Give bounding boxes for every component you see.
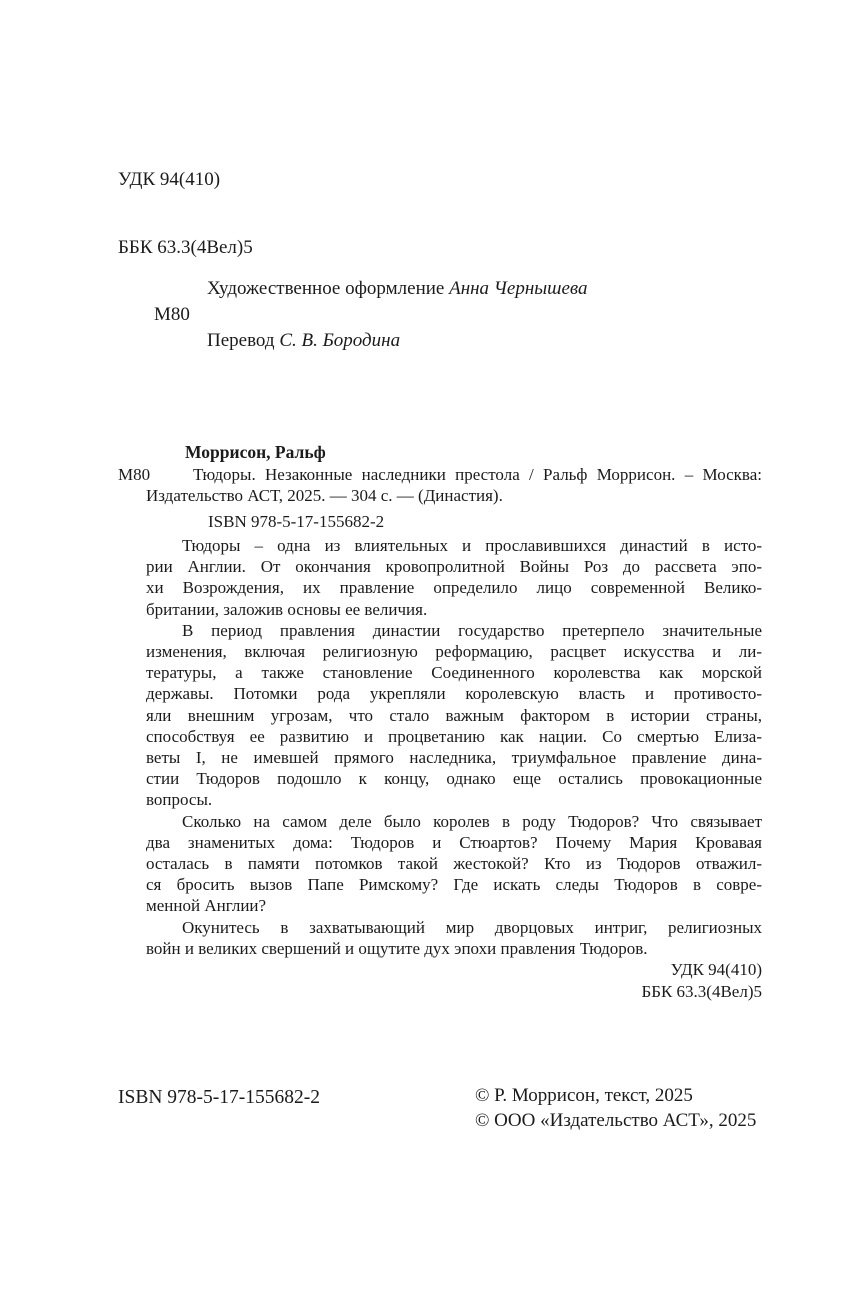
text-line: державы. Потомки рода укрепляли королевскую власть и противосто- [146,684,762,704]
text-line: рии Англии. От окончания кровопролитной Войны Роз до рассвета эпо- [146,557,762,577]
translation-credit [188,306,400,375]
bbk-code: ББК 63.3(4Вел)5 [118,236,253,258]
catalog-card-isbn: ISBN 978-5-17-155682-2 [208,511,385,531]
text-line: Окунитесь в захватывающий мир дворцовых интриг, религиозных [182,917,762,937]
text-line: стии Тюдоров подошло к концу, однако еще остались провокационные [146,769,762,789]
catalog-card-title-line: Тюдоры. Незаконные наследники престола / Ральф Моррисон. – Москва: [193,464,762,484]
catalog-card [146,442,762,532]
text-line: войн и великих свершений и ощутите дух эпохи правления Тюдоров. [146,938,648,958]
bbk-code-bottom: ББК 63.3(4Вел)5 [641,982,762,1001]
text-line: Сколько на самом деле было королев в роду Тюдоров? Что связывает [182,811,762,831]
text-line: менной Англии? [146,896,267,916]
bottom-bibliographic-codes [146,959,762,1003]
annotation-paragraph-1 [146,535,762,620]
catalog-card-author: Моррисон, Ральф [185,442,326,462]
text-line: два знаменитых дома: Тюдоров и Стюартов? Почему Мария Кровавая [146,832,762,852]
annotation-block [146,535,762,959]
text-line: яли внешним угрозам, что стало важным фактором в истории страны, [146,705,762,725]
text-line: способствуя ее развитию и процветанию как нации. Со смертью Елиза- [146,726,762,746]
catalog-card-margin-code: М80 [118,465,151,484]
translation-credit-label: Перевод [207,330,280,351]
udk-code-bottom: УДК 94(410) [670,960,762,979]
isbn-footer: ISBN 978-5-17-155682-2 [118,1087,321,1108]
udk-code: УДК 94(410) [118,169,221,190]
text-line: ся бросить вызов Папе Римскому? Где искать следы Тюдоров в совре- [146,875,762,895]
text-line: хи Возрождения, их правление определило лицо современной Велико- [146,578,762,598]
design-credit-label: Художественное оформление [207,278,450,299]
author-sign-code: М80 [154,304,190,325]
text-line: изменения, включая религиозную реформацию, расцвет искусства и ли- [146,642,762,662]
copyright-line: © Р. Моррисон, текст, 2025 [475,1085,693,1106]
annotation-paragraph-3 [146,811,762,917]
designer-name: Анна Чернышева [449,278,588,299]
text-line: В период правления династии государство претерпело значительные [182,620,762,640]
text-line: Тюдоры – одна из влиятельных и прославившихся династий в исто- [182,536,762,555]
text-line: британии, заложив основы ее величия. [146,599,428,619]
annotation-paragraph-4 [146,917,762,959]
text-line: веты I, не имевшей прямого наследника, триумфальное правление дина- [146,748,762,768]
copyright-line: © ООО «Издательство АСТ», 2025 [475,1109,757,1131]
text-line: тературы, а также становление Соединенного королевства как морской [146,663,762,683]
text-line: вопросы. [146,790,213,810]
translator-name: С. В. Бородина [279,330,401,351]
copyright-block [475,1084,756,1133]
text-line: осталась в памяти потомков такой жестокой? Кто из Тюдоров отважил- [146,854,762,874]
catalog-card-publisher-line: Издательство АСТ, 2025. — 304 с. — (Династия). [146,486,503,505]
annotation-paragraph-2 [146,620,762,811]
